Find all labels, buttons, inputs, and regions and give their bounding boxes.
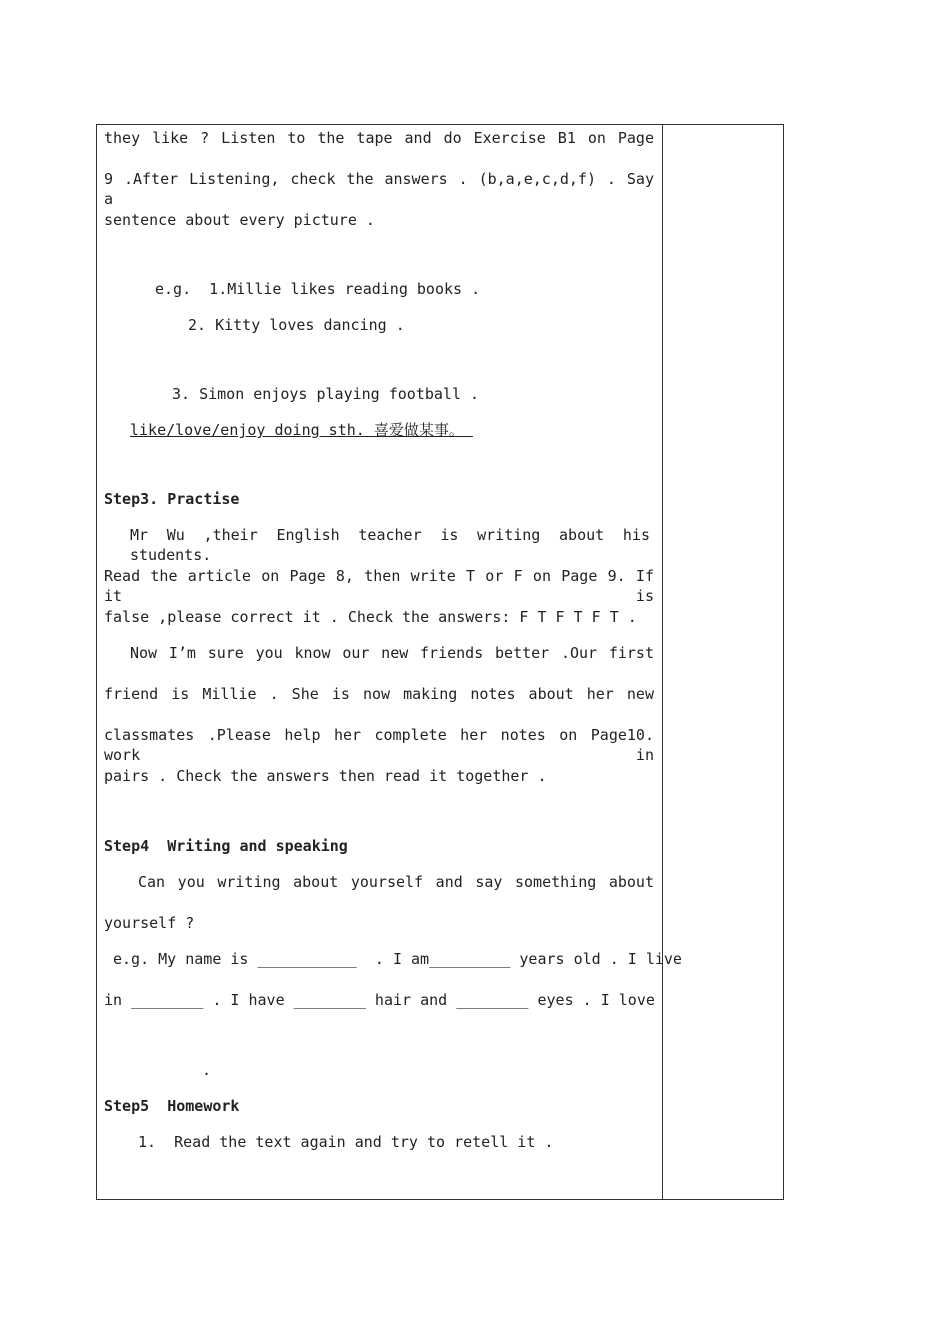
text-line: friend is Millie . She is now making notes about her new — [104, 685, 654, 703]
step3-heading: Step3. Practise — [104, 490, 240, 508]
text-line: . — [202, 1061, 212, 1079]
grammar-note: like/love/enjoy doing sth. 喜爱做某事。 — [130, 421, 473, 439]
example-line: e.g. 1.Millie likes reading books . — [155, 280, 481, 298]
text-line: sentence about every picture . — [104, 211, 375, 229]
text-line: classmates .Please help her complete her notes on Page10. work in — [104, 726, 654, 764]
text-line: Read the article on Page 8, then write T or F on Page 9. If it is — [104, 567, 654, 605]
step4-heading: Step4 Writing and speaking — [104, 837, 348, 855]
text-line: they like ? Listen to the tape and do Exercise B1 on Page — [104, 129, 654, 147]
text-line: yourself ? — [104, 914, 195, 932]
homework-item: 1. Read the text again and try to retell it . — [138, 1133, 554, 1151]
fill-in-line: in ________ . I have ________ hair and ________ eyes . I love — [104, 991, 655, 1009]
text-line: 9 .After Listening, check the answers . (b,a,e,c,d,f) . Say a — [104, 170, 654, 208]
text-line: false ,please correct it . Check the answers: F T F T F T . — [104, 608, 637, 626]
text-line: Can you writing about yourself and say something about — [138, 873, 654, 891]
text-line: Now I’m sure you know our new friends better .Our first — [130, 644, 654, 662]
fill-in-line: e.g. My name is ___________ . I am_________ years old . I live — [113, 950, 682, 968]
example-line: 2. Kitty loves dancing . — [188, 316, 405, 334]
example-line: 3. Simon enjoys playing football . — [172, 385, 480, 403]
step5-heading: Step5 Homework — [104, 1097, 240, 1115]
text-line: Mr Wu ,their English teacher is writing about his students. — [130, 526, 650, 564]
text-line: pairs . Check the answers then read it together . — [104, 767, 547, 785]
